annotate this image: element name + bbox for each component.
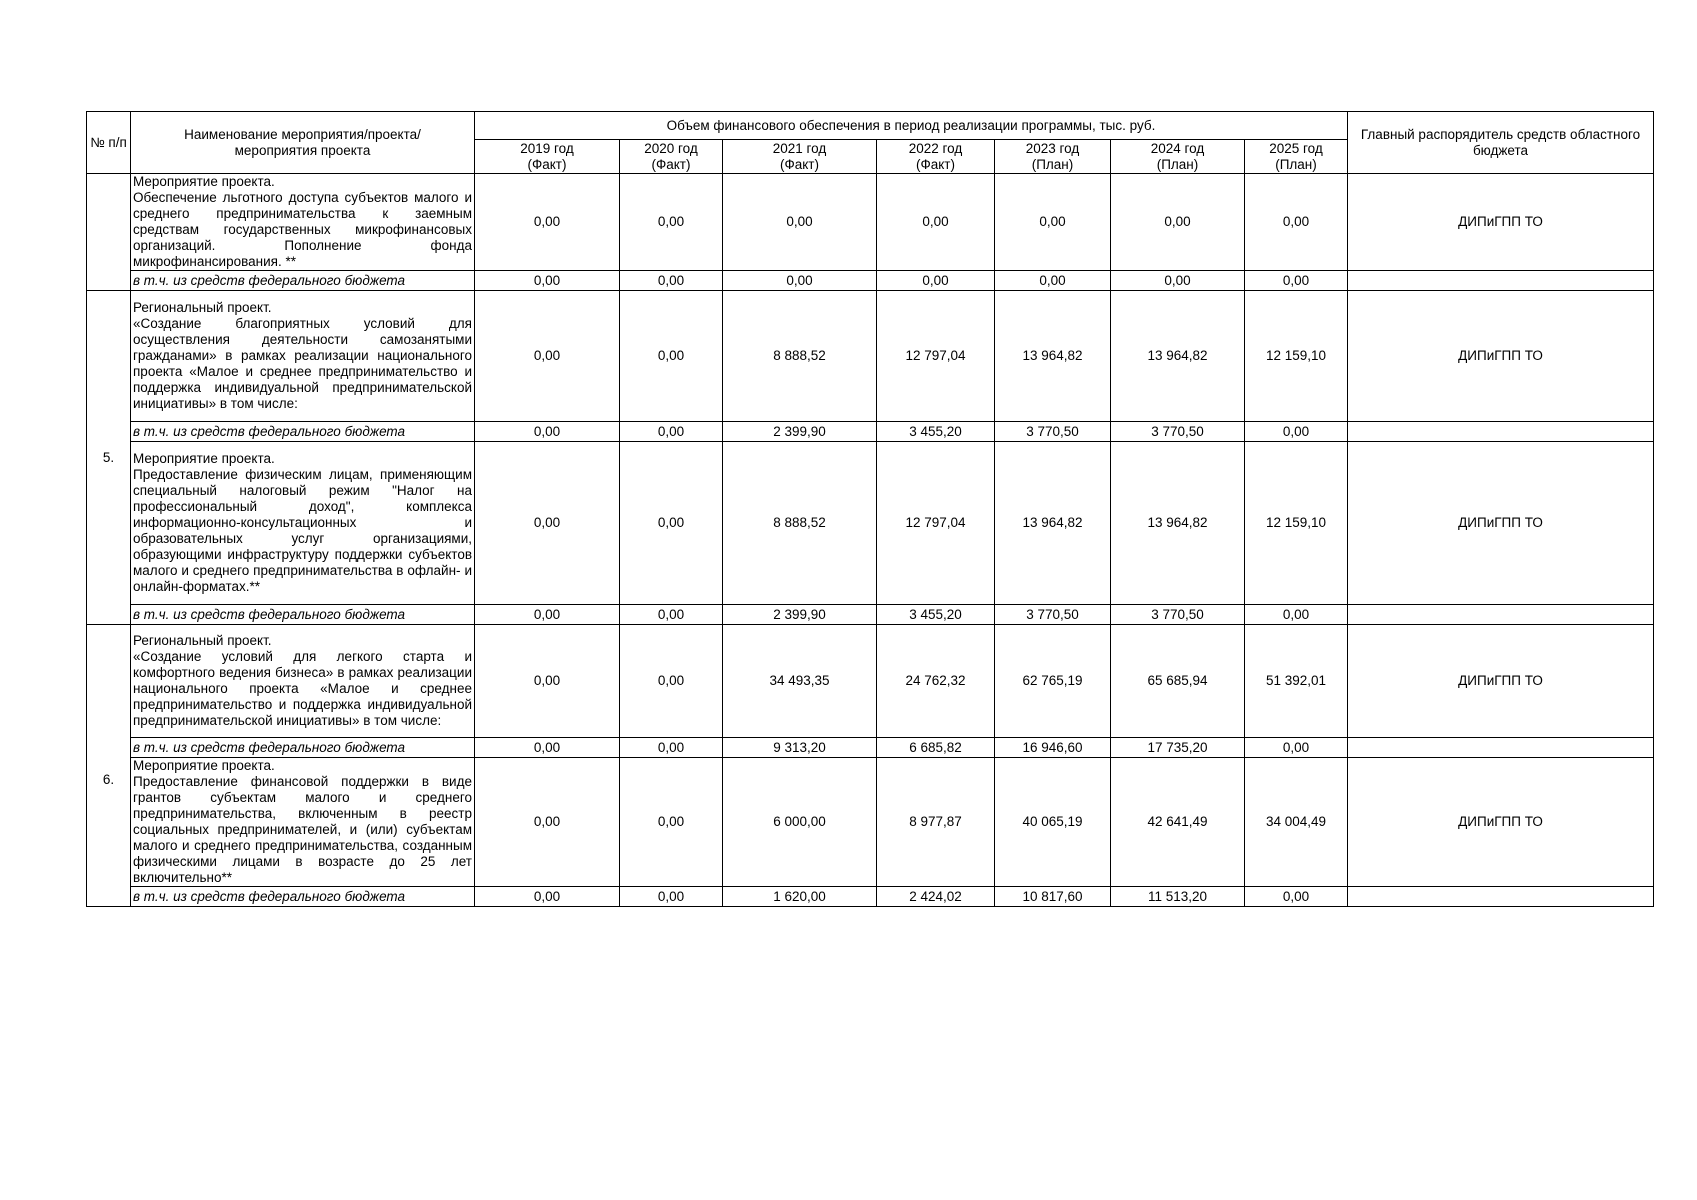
budget-table	[86, 111, 1654, 907]
table-row	[87, 174, 1654, 271]
sub-value-cell: 0,00	[1245, 605, 1348, 625]
sub-value-cell: 17 735,20	[1111, 738, 1245, 758]
value-cell: 0,00	[620, 442, 723, 605]
table-subrow	[87, 422, 1654, 442]
year-label: 2025 год	[1269, 140, 1323, 156]
sub-value-cell: 2 399,90	[723, 422, 877, 442]
year-type: (План)	[1031, 156, 1074, 172]
value-cell: 13 964,82	[1111, 291, 1245, 422]
table-row	[87, 758, 1654, 887]
row-text: «Создание благоприятных условий для осуществления деятельности самозанятыми гражданами» в рамках реализации национального проекта «Малое и среднее предпринимательство и поддержка индивидуальной предпринимательской инициативы» в том числе:	[133, 316, 472, 411]
year-label: 2019 год	[520, 140, 574, 156]
sub-label: в т.ч. из средств федерального бюджета	[131, 738, 475, 758]
year-header	[620, 140, 723, 174]
year-header	[877, 140, 995, 174]
distributor-cell: ДИПиГПП ТО	[1348, 625, 1654, 738]
sub-value-cell: 3 770,50	[995, 422, 1111, 442]
value-cell: 13 964,82	[995, 442, 1111, 605]
sub-value-cell: 0,00	[475, 738, 620, 758]
sub-value-cell: 0,00	[475, 887, 620, 907]
sub-value-cell: 0,00	[1111, 271, 1245, 291]
distributor-cell: ДИПиГПП ТО	[1348, 291, 1654, 422]
value-cell: 51 392,01	[1245, 625, 1348, 738]
value-cell: 12 797,04	[877, 291, 995, 422]
sub-value-cell: 3 455,20	[877, 605, 995, 625]
year-label: 2021 год	[772, 140, 827, 156]
row-text: Обеспечение льготного доступа субъектов малого и среднего предпринимательства к заемным средствам государственных микрофинансовых организаций. Пополнение фонда микрофинансирования. **	[133, 190, 472, 269]
sub-value-cell: 3 770,50	[995, 605, 1111, 625]
sub-value-cell: 11 513,20	[1111, 887, 1245, 907]
distributor-cell-empty	[1348, 887, 1654, 907]
row-kind: Мероприятие проекта.	[133, 451, 275, 466]
year-label: 2020 год	[644, 140, 698, 156]
sub-label: в т.ч. из средств федерального бюджета	[131, 422, 475, 442]
row-text: «Создание условий для легкого старта и комфортного ведения бизнеса» в рамках реализации национального проекта «Малое и среднее предпринимательство и поддержка индивидуальной предпринимательской инициативы» в том числе:	[133, 649, 472, 728]
distributor-cell-empty	[1348, 271, 1654, 291]
sub-value-cell: 1 620,00	[723, 887, 877, 907]
sub-value-cell: 0,00	[995, 271, 1111, 291]
distributor-cell: ДИПиГПП ТО	[1348, 442, 1654, 605]
distributor-cell: ДИПиГПП ТО	[1348, 758, 1654, 887]
sub-value-cell: 0,00	[620, 887, 723, 907]
year-label: 2022 год	[908, 140, 963, 156]
value-cell: 12 797,04	[877, 442, 995, 605]
sub-value-cell: 3 455,20	[877, 422, 995, 442]
table-row	[87, 291, 1654, 422]
row-number: 5.	[87, 291, 131, 625]
value-cell: 6 000,00	[723, 758, 877, 887]
sub-value-cell: 3 770,50	[1111, 422, 1245, 442]
value-cell: 0,00	[475, 758, 620, 887]
value-cell: 8 888,52	[723, 291, 877, 422]
year-header	[1245, 140, 1348, 174]
value-cell: 8 977,87	[877, 758, 995, 887]
sub-value-cell: 6 685,82	[877, 738, 995, 758]
sub-value-cell: 16 946,60	[995, 738, 1111, 758]
row-number-text: 6.	[102, 771, 115, 787]
table-subrow	[87, 887, 1654, 907]
value-cell: 0,00	[877, 174, 995, 271]
year-type: (План)	[1156, 156, 1199, 172]
value-cell: 0,00	[475, 174, 620, 271]
value-cell: 0,00	[620, 758, 723, 887]
value-cell: 62 765,19	[995, 625, 1111, 738]
sub-value-cell: 0,00	[723, 271, 877, 291]
col-header-no: № п/п	[87, 112, 131, 174]
value-cell: 0,00	[475, 442, 620, 605]
sub-value-cell: 0,00	[1245, 271, 1348, 291]
row-number	[87, 625, 131, 907]
sub-value-cell: 0,00	[620, 422, 723, 442]
table-subrow	[87, 738, 1654, 758]
year-type: (Факт)	[779, 156, 819, 172]
sub-value-cell: 0,00	[475, 605, 620, 625]
sub-label: в т.ч. из средств федерального бюджета	[131, 887, 475, 907]
row-kind: Мероприятие проекта.	[133, 174, 275, 189]
col-header-name: Наименование мероприятия/проекта/мероприятия проекта	[131, 112, 475, 174]
distributor-cell-empty	[1348, 738, 1654, 758]
sub-value-cell: 10 817,60	[995, 887, 1111, 907]
value-cell: 0,00	[995, 174, 1111, 271]
value-cell: 0,00	[620, 291, 723, 422]
year-header	[995, 140, 1111, 174]
sub-value-cell: 0,00	[620, 605, 723, 625]
value-cell: 42 641,49	[1111, 758, 1245, 887]
value-cell: 0,00	[475, 625, 620, 738]
table-row	[87, 625, 1654, 738]
row-kind: Мероприятие проекта.	[133, 758, 275, 773]
col-header-distributor: Главный распорядитель средств областного бюджета	[1348, 112, 1654, 174]
value-cell: 13 964,82	[995, 291, 1111, 422]
year-type: (Факт)	[915, 156, 955, 172]
row-name	[131, 291, 475, 422]
value-cell: 24 762,32	[877, 625, 995, 738]
value-cell: 0,00	[1111, 174, 1245, 271]
row-text: Предоставление физическим лицам, применяющим специальный налоговый режим "Налог на профессиональный доход", комплекса информационно-консультационных и образовательных услуг организациями, образующими инфраструктуру поддержки субъектов малого и среднего предпринимательства в офлайн- и онлайн-форматах.**	[133, 467, 472, 594]
col-header-volume: Объем финансового обеспечения в период реализации программы, тыс. руб.	[475, 112, 1348, 140]
row-number	[87, 174, 131, 291]
year-type: (Факт)	[527, 156, 567, 172]
sub-value-cell: 0,00	[475, 422, 620, 442]
value-cell: 65 685,94	[1111, 625, 1245, 738]
year-label: 2024 год	[1150, 140, 1205, 156]
value-cell: 0,00	[620, 174, 723, 271]
row-text: Предоставление финансовой поддержки в виде грантов субъектам малого и среднего предпринимательства, включенным в реестр социальных предпринимателей, и (или) субъектам малого и среднего предпринимательства, созданным физическими лицами в возрасте до 25 лет включительно**	[133, 774, 472, 885]
value-cell: 12 159,10	[1245, 291, 1348, 422]
year-header	[475, 140, 620, 174]
row-name	[131, 174, 475, 271]
sub-label: в т.ч. из средств федерального бюджета	[131, 605, 475, 625]
sub-value-cell: 0,00	[620, 738, 723, 758]
value-cell: 40 065,19	[995, 758, 1111, 887]
header-row-1	[87, 112, 1654, 140]
row-name	[131, 625, 475, 738]
year-header	[723, 140, 877, 174]
value-cell: 34 004,49	[1245, 758, 1348, 887]
sub-value-cell: 3 770,50	[1111, 605, 1245, 625]
year-header	[1111, 140, 1245, 174]
year-label: 2023 год	[1025, 140, 1080, 156]
value-cell: 13 964,82	[1111, 442, 1245, 605]
value-cell: 34 493,35	[723, 625, 877, 738]
sub-value-cell: 9 313,20	[723, 738, 877, 758]
value-cell: 0,00	[475, 291, 620, 422]
sub-value-cell: 0,00	[1245, 422, 1348, 442]
value-cell: 12 159,10	[1245, 442, 1348, 605]
table-subrow	[87, 271, 1654, 291]
distributor-cell: ДИПиГПП ТО	[1348, 174, 1654, 271]
distributor-cell-empty	[1348, 422, 1654, 442]
year-type: (План)	[1275, 156, 1317, 172]
row-kind: Региональный проект.	[133, 633, 272, 648]
sub-value-cell: 0,00	[1245, 887, 1348, 907]
year-type: (Факт)	[651, 156, 691, 172]
row-name	[131, 758, 475, 887]
sub-value-cell: 2 424,02	[877, 887, 995, 907]
value-cell: 0,00	[723, 174, 877, 271]
value-cell: 0,00	[1245, 174, 1348, 271]
sub-label: в т.ч. из средств федерального бюджета	[131, 271, 475, 291]
table-subrow	[87, 605, 1654, 625]
row-kind: Региональный проект.	[133, 300, 272, 315]
value-cell: 0,00	[620, 625, 723, 738]
distributor-cell-empty	[1348, 605, 1654, 625]
sub-value-cell: 2 399,90	[723, 605, 877, 625]
sub-value-cell: 0,00	[475, 271, 620, 291]
sub-value-cell: 0,00	[1245, 738, 1348, 758]
row-name	[131, 442, 475, 605]
sub-value-cell: 0,00	[877, 271, 995, 291]
sub-value-cell: 0,00	[620, 271, 723, 291]
value-cell: 8 888,52	[723, 442, 877, 605]
table-row	[87, 442, 1654, 605]
